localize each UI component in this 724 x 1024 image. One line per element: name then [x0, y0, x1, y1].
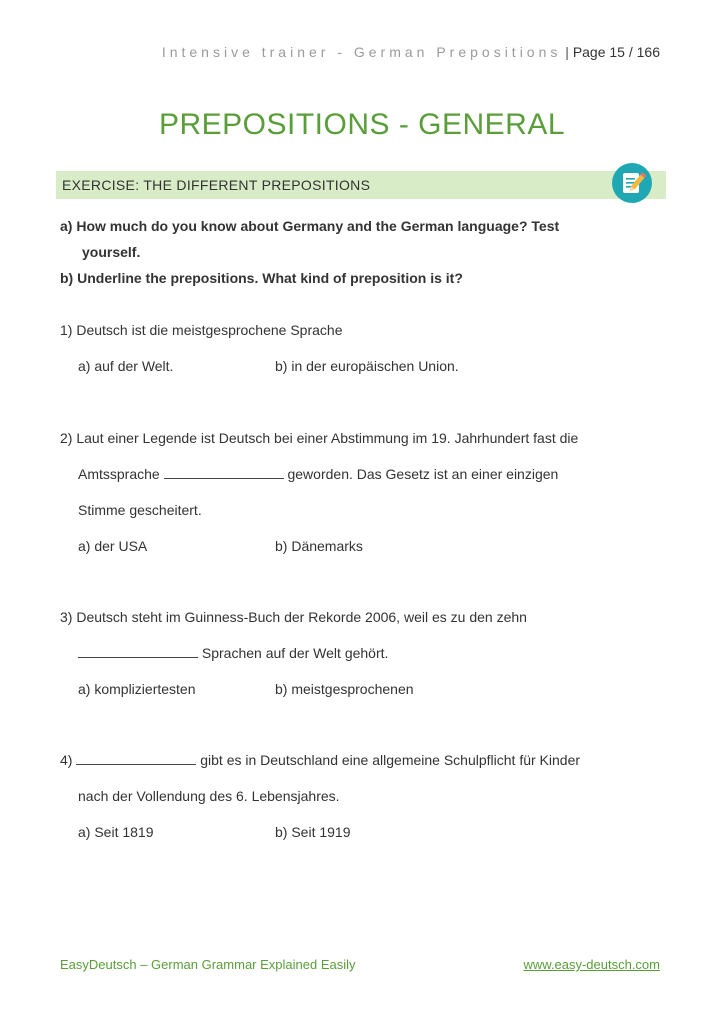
page-header — [162, 44, 660, 60]
question-2-option-a: a) der USA — [78, 538, 148, 554]
instructions — [60, 213, 650, 291]
question-number: 1) — [60, 322, 73, 338]
question-4-option-b: b) Seit 1919 — [275, 824, 351, 840]
question-2-option-b: b) Dänemarks — [275, 538, 363, 554]
question-3-option-a: a) kompliziertesten — [78, 681, 196, 697]
question-1-option-a: a) auf der Welt. — [78, 358, 174, 374]
question-4-option-a: a) Seit 1819 — [78, 824, 154, 840]
question-text: gibt es in Deutschland eine allgemeine Schulpflicht für Kinder — [200, 752, 581, 768]
question-text: Laut einer Legende ist Deutsch bei einer Abstimmung im 19. Jahrhundert fast die — [76, 430, 579, 446]
question-2-text — [60, 430, 578, 446]
page-number: Page 15 / 166 — [572, 44, 660, 60]
exercise-label: EXERCISE: THE DIFFERENT PREPOSITIONS — [62, 177, 371, 193]
question-3-text-line2 — [78, 645, 388, 661]
header-subtitle: Intensive trainer - German Prepositions — [161, 44, 562, 60]
question-3-option-b: b) meistgesprochenen — [275, 681, 414, 697]
question-text: Deutsch ist die meistgesprochene Sprache — [76, 322, 343, 338]
instruction-a-continued: yourself. — [82, 244, 141, 260]
exercise-banner — [56, 171, 666, 199]
question-text: Deutsch steht im Guinness-Buch der Rekorde 2006, weil es zu den zehn — [76, 609, 527, 625]
answer-blank[interactable] — [164, 466, 284, 479]
question-number: 3) — [60, 609, 73, 625]
answer-blank[interactable] — [78, 645, 198, 658]
question-number: 4) — [60, 752, 73, 768]
question-3-text — [60, 609, 527, 625]
page-title: PREPOSITIONS - GENERAL — [158, 108, 566, 141]
question-1-option-b: b) in der europäischen Union. — [275, 358, 459, 374]
question-2-text-line2 — [78, 466, 558, 482]
header-separator: | — [565, 44, 569, 60]
question-1-text — [60, 322, 343, 338]
instruction-a: a) How much do you know about Germany and the German language? Test — [60, 218, 560, 234]
question-number: 2) — [60, 430, 73, 446]
instruction-b: b) Underline the prepositions. What kind of preposition is it? — [60, 270, 463, 286]
question-text: geworden. Das Gesetz ist an einer einzigen — [287, 466, 559, 482]
answer-blank[interactable] — [76, 752, 196, 765]
question-4-text-line2: nach der Vollendung des 6. Lebensjahres. — [78, 788, 340, 804]
footer-brand: EasyDeutsch – German Grammar Explained Easily — [60, 957, 356, 972]
question-4-text — [60, 752, 580, 768]
footer-website-link[interactable]: www.easy-deutsch.com — [523, 957, 660, 972]
question-2-text-line3: Stimme gescheitert. — [78, 502, 202, 518]
question-text: Sprachen auf der Welt gehört. — [201, 645, 389, 661]
pencil-note-icon — [612, 163, 652, 203]
question-text: Amtssprache — [78, 466, 160, 482]
